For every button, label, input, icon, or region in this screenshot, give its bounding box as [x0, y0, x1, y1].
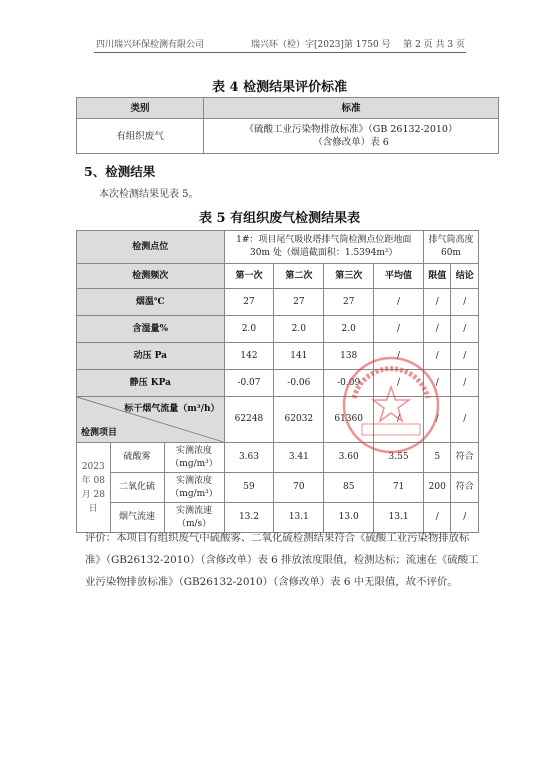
flow-v2: 62032 — [274, 397, 324, 443]
item-name: 硫酸雾 — [110, 443, 164, 473]
param-v1: 27 — [224, 289, 274, 316]
flow-limit: / — [423, 397, 450, 443]
param-limit: / — [423, 289, 450, 316]
item-name: 烟气流速 — [110, 503, 164, 533]
item-type — [164, 473, 224, 503]
param-v2: 141 — [274, 343, 324, 370]
table4-title: 表 4 检测结果评价标准 — [212, 80, 348, 95]
flow-conclusion: / — [451, 397, 479, 443]
param-v3: 27 — [324, 289, 374, 316]
item-v1: 3.63 — [224, 443, 274, 473]
col-limit: 限值 — [423, 264, 450, 289]
table4-header-standard: 标准 — [204, 98, 499, 119]
item-v1: 59 — [224, 473, 274, 503]
param-v1: -0.07 — [224, 370, 274, 397]
item-type-line2: （m/s） — [176, 518, 212, 529]
param-v3: 2.0 — [324, 316, 374, 343]
item-v3: 13.0 — [324, 503, 374, 533]
param-limit: / — [423, 343, 450, 370]
item-type-line2: （mg/m³） — [170, 458, 218, 469]
param-v2: 27 — [274, 289, 324, 316]
stack-height — [423, 231, 478, 264]
evaluation-standard-table — [76, 97, 499, 154]
item-v1: 13.2 — [224, 503, 274, 533]
param-avg: / — [374, 370, 424, 397]
section-title: 5、检测结果 — [84, 164, 156, 179]
date-line: 月 28 — [81, 489, 105, 500]
header-divider — [94, 52, 466, 53]
stack-height-value: 60m — [440, 248, 461, 258]
param-v3: 138 — [324, 343, 374, 370]
param-conclusion: / — [451, 370, 479, 397]
table4-standard-cell — [204, 119, 499, 154]
param-conclusion: / — [451, 289, 479, 316]
item-v3: 85 — [324, 473, 374, 503]
table4-standard-line2: （含修改单）表 6 — [313, 137, 389, 148]
col-third: 第三次 — [324, 264, 374, 289]
item-label: 检测项目 — [81, 428, 118, 438]
param-v2: -0.06 — [274, 370, 324, 397]
report-number: 瑞兴环（检）字[2023]第 1750 号 — [251, 40, 391, 50]
item-conclusion: 符合 — [451, 443, 479, 473]
item-type — [164, 443, 224, 473]
param-row — [77, 316, 479, 343]
item-v2: 13.1 — [274, 503, 324, 533]
date-line: 年 08 — [81, 475, 105, 486]
item-v3: 3.60 — [324, 443, 374, 473]
col-conclusion: 结论 — [451, 264, 479, 289]
item-avg: 71 — [374, 473, 424, 503]
flow-v3: 61360 — [324, 397, 374, 443]
sampling-date — [77, 443, 111, 533]
param-limit: / — [423, 316, 450, 343]
item-name: 二氧化硫 — [110, 473, 164, 503]
col-second: 第二次 — [274, 264, 324, 289]
item-type-line1: 实测浓度 — [176, 445, 213, 456]
param-avg: / — [374, 289, 424, 316]
company-name: 四川瑞兴环保检测有限公司 — [96, 40, 205, 50]
param-conclusion: / — [451, 316, 479, 343]
point-value-line1: 1#：项目尾气吸收塔排气筒检测点位距地面 — [236, 235, 412, 245]
param-label: 含湿量% — [77, 316, 225, 343]
results-table — [76, 230, 479, 533]
table5-title: 表 5 有组织废气检测结果表 — [199, 211, 361, 226]
point-label: 检测点位 — [77, 231, 225, 264]
stack-height-label: 排气筒高度 — [428, 235, 474, 245]
item-type-line1: 实测浓度 — [176, 475, 213, 486]
param-row — [77, 343, 479, 370]
param-v2: 2.0 — [274, 316, 324, 343]
item-limit: 200 — [423, 473, 450, 503]
col-average: 平均值 — [374, 264, 424, 289]
flow-item-diagonal-cell — [77, 397, 225, 443]
param-limit: / — [423, 370, 450, 397]
section-text: 本次检测结果见表 5。 — [99, 189, 199, 200]
table4-standard-line1: 《硫酸工业污染物排放标准》（GB 26132-2010） — [244, 124, 458, 135]
col-first: 第一次 — [224, 264, 274, 289]
param-conclusion: / — [451, 343, 479, 370]
item-conclusion: 符合 — [451, 473, 479, 503]
table4-header-category: 类别 — [77, 98, 204, 119]
item-type-line2: （mg/m³） — [170, 488, 218, 499]
date-line: 日 — [88, 503, 98, 514]
param-v1: 2.0 — [224, 316, 274, 343]
item-conclusion: / — [451, 503, 479, 533]
item-v2: 3.41 — [274, 443, 324, 473]
point-value — [224, 231, 423, 264]
flow-avg: / — [374, 397, 424, 443]
table4-category-cell: 有组织废气 — [77, 119, 204, 154]
param-avg: / — [374, 316, 424, 343]
param-label: 静压 KPa — [77, 370, 225, 397]
param-row — [77, 289, 479, 316]
item-row — [77, 473, 479, 503]
item-row — [77, 443, 479, 473]
item-limit: / — [423, 503, 450, 533]
item-type-line1: 实测流速 — [176, 505, 213, 516]
param-v3: -0.09 — [324, 370, 374, 397]
item-limit: 5 — [423, 443, 450, 473]
date-line: 2023 — [81, 461, 105, 472]
point-value-line2: 30m 处（烟道截面积：1.5394m²） — [250, 248, 398, 258]
item-avg: 3.55 — [374, 443, 424, 473]
page-number: 第 2 页 共 3 页 — [403, 40, 465, 50]
param-avg: / — [374, 343, 424, 370]
item-avg: 13.1 — [374, 503, 424, 533]
param-label: 动压 Pa — [77, 343, 225, 370]
item-v2: 70 — [274, 473, 324, 503]
frequency-label: 检测频次 — [77, 264, 225, 289]
param-v1: 142 — [224, 343, 274, 370]
param-row — [77, 370, 479, 397]
flow-v1: 62248 — [224, 397, 274, 443]
param-label: 烟温℃ — [77, 289, 225, 316]
flow-label: 标干烟气流量（m³/h） — [124, 404, 220, 414]
evaluation-text: 评价：本项目有组织废气中硫酸雾、二氧化硫检测结果符合《硫酸工业污染物排放标准》（GB26132-2010）（含修改单）表 6 排放浓度限值，检测达标；流速在《硫酸工业污染物排放标准》（GB26132-2010）（含修改单）表 6 中无限值，故不评价。 — [85, 532, 479, 588]
